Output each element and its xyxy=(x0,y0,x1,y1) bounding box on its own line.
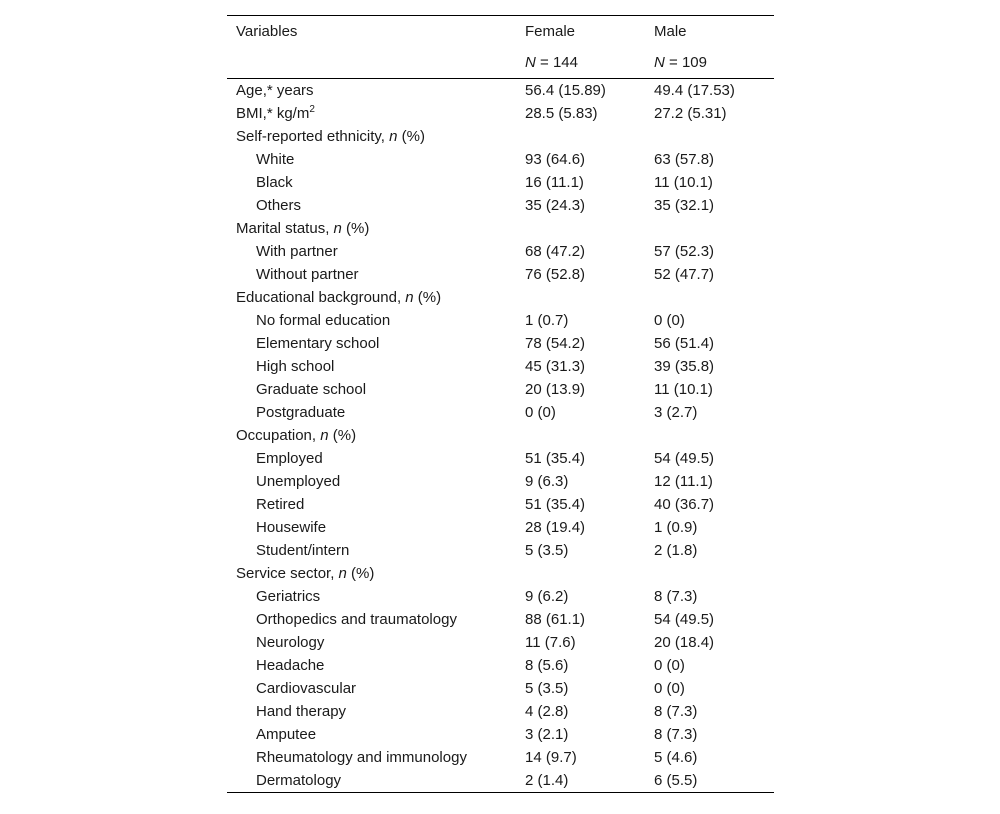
cell-empty xyxy=(516,286,645,309)
header-female: Female xyxy=(516,16,645,48)
cell-empty xyxy=(516,562,645,585)
table-row xyxy=(227,171,774,194)
section-label: Service sector, xyxy=(236,565,339,582)
cell-male: 5 (4.6) xyxy=(654,749,698,766)
table-row xyxy=(227,102,774,125)
cell-male: 39 (35.8) xyxy=(654,358,715,375)
row-label: Retired xyxy=(256,496,305,513)
cell-female: 8 (5.6) xyxy=(525,657,569,674)
cell-male: 1 (0.9) xyxy=(654,519,698,536)
section-education xyxy=(227,286,516,309)
table-row xyxy=(227,332,774,355)
row-label: Graduate school xyxy=(256,381,367,398)
cell-female: 1 (0.7) xyxy=(525,312,569,329)
cell-female: 5 (3.5) xyxy=(525,542,569,559)
male-n-symbol: N xyxy=(654,54,665,71)
cell-empty xyxy=(645,562,774,585)
section-suffix: (%) xyxy=(413,289,442,306)
table-row xyxy=(227,746,774,769)
table-row xyxy=(227,608,774,631)
row-label: Black xyxy=(256,174,293,191)
cell-female: 0 (0) xyxy=(525,404,556,421)
cell-male: 40 (36.7) xyxy=(654,496,715,513)
cell-female: 35 (24.3) xyxy=(525,197,586,214)
cell-female: 78 (54.2) xyxy=(525,335,586,352)
row-label: Geriatrics xyxy=(256,588,321,605)
cell-female: 2 (1.4) xyxy=(516,769,645,793)
row-label-age: Age,* years xyxy=(236,82,314,99)
table-row xyxy=(227,447,774,470)
table-row xyxy=(227,401,774,424)
cell-female: 5 (3.5) xyxy=(525,680,569,697)
section-header-row xyxy=(227,286,774,309)
table-row xyxy=(227,677,774,700)
section-ethnicity xyxy=(227,125,516,148)
cell-empty xyxy=(516,424,645,447)
demographics-table-container xyxy=(227,15,774,793)
female-n xyxy=(516,47,645,79)
table-row xyxy=(227,493,774,516)
row-label: Dermatology xyxy=(227,769,516,793)
cell-male: 11 (10.1) xyxy=(654,174,713,191)
table-row xyxy=(227,631,774,654)
row-label: White xyxy=(256,151,295,168)
cell-male: 49.4 (17.53) xyxy=(654,82,735,99)
cell-male: 20 (18.4) xyxy=(654,634,715,651)
row-label: Hand therapy xyxy=(256,703,347,720)
cell-female: 3 (2.1) xyxy=(525,726,569,743)
table-row xyxy=(227,194,774,217)
row-label: Headache xyxy=(256,657,325,674)
section-n: n xyxy=(333,220,342,237)
row-label: Rheumatology and immunology xyxy=(256,749,467,766)
cell-male: 52 (47.7) xyxy=(654,266,715,283)
table-row xyxy=(227,470,774,493)
cell-male: 57 (52.3) xyxy=(654,243,715,260)
section-suffix: (%) xyxy=(341,220,370,237)
row-label: Others xyxy=(256,197,302,214)
cell-male: 0 (0) xyxy=(654,680,685,697)
cell-female: 93 (64.6) xyxy=(525,151,586,168)
cell-male: 0 (0) xyxy=(654,657,685,674)
cell-male: 8 (7.3) xyxy=(654,726,698,743)
header-variables: Variables xyxy=(227,16,516,48)
table-row xyxy=(227,263,774,286)
male-n-value: = 109 xyxy=(664,54,707,71)
section-label: Marital status, xyxy=(236,220,334,237)
row-label: Postgraduate xyxy=(256,404,346,421)
cell-female: 14 (9.7) xyxy=(525,749,577,766)
cell-female: 56.4 (15.89) xyxy=(525,82,606,99)
female-n-symbol: N xyxy=(525,54,536,71)
table-row xyxy=(227,539,774,562)
table-row xyxy=(227,769,774,793)
row-label: Neurology xyxy=(256,634,325,651)
cell-male: 35 (32.1) xyxy=(654,197,715,214)
cell-female: 16 (11.1) xyxy=(525,174,584,191)
header-row xyxy=(227,16,774,48)
section-suffix: (%) xyxy=(328,427,357,444)
row-label-bmi xyxy=(227,102,516,125)
table-row xyxy=(227,240,774,263)
cell-female: 88 (61.1) xyxy=(525,611,586,628)
cell-female: 11 (7.6) xyxy=(525,634,576,651)
cell-male: 63 (57.8) xyxy=(654,151,715,168)
cell-male: 8 (7.3) xyxy=(654,588,698,605)
section-suffix: (%) xyxy=(397,128,425,145)
cell-male: 27.2 (5.31) xyxy=(654,105,727,122)
row-label: Orthopedics and traumatology xyxy=(256,611,457,628)
row-label: Student/intern xyxy=(256,542,350,559)
section-header-row xyxy=(227,424,774,447)
cell-male: 54 (49.5) xyxy=(654,611,715,628)
section-header-row xyxy=(227,125,774,148)
cell-empty xyxy=(645,125,774,148)
section-label: Educational background, xyxy=(236,289,406,306)
row-label: High school xyxy=(256,358,335,375)
section-label: Self-reported ethnicity, xyxy=(236,128,390,145)
section-occupation xyxy=(227,424,516,447)
cell-male: 0 (0) xyxy=(654,312,685,329)
row-label: No formal education xyxy=(256,312,391,329)
male-n xyxy=(645,47,774,79)
bmi-superscript: 2 xyxy=(309,104,315,115)
section-suffix: (%) xyxy=(346,565,375,582)
sample-size-empty xyxy=(227,47,516,79)
cell-female: 68 (47.2) xyxy=(525,243,586,260)
row-label: Elementary school xyxy=(256,335,380,352)
bmi-label-text: BMI,* kg/m xyxy=(236,105,310,122)
cell-female: 45 (31.3) xyxy=(525,358,586,375)
section-n: n xyxy=(338,565,347,582)
section-n: n xyxy=(405,289,414,306)
table-row xyxy=(227,723,774,746)
cell-male: 12 (11.1) xyxy=(654,473,713,490)
cell-male: 54 (49.5) xyxy=(654,450,715,467)
row-label: Unemployed xyxy=(256,473,341,490)
table-row xyxy=(227,585,774,608)
cell-female: 76 (52.8) xyxy=(525,266,586,283)
table-row xyxy=(227,309,774,332)
section-header-row xyxy=(227,562,774,585)
cell-female: 28.5 (5.83) xyxy=(525,105,598,122)
cell-female: 20 (13.9) xyxy=(525,381,586,398)
cell-female: 51 (35.4) xyxy=(525,450,586,467)
section-service-sector xyxy=(227,562,516,585)
row-label: Without partner xyxy=(256,266,359,283)
section-n: n xyxy=(320,427,329,444)
cell-male: 8 (7.3) xyxy=(654,703,698,720)
table-row xyxy=(227,148,774,171)
cell-male: 2 (1.8) xyxy=(654,542,698,559)
cell-female: 9 (6.2) xyxy=(525,588,569,605)
cell-empty xyxy=(645,424,774,447)
cell-female: 51 (35.4) xyxy=(525,496,586,513)
section-marital xyxy=(227,217,516,240)
cell-male: 3 (2.7) xyxy=(654,404,698,421)
demographics-table xyxy=(227,15,774,793)
cell-female: 9 (6.3) xyxy=(525,473,569,490)
section-header-row xyxy=(227,217,774,240)
row-label: Employed xyxy=(256,450,323,467)
cell-male: 11 (10.1) xyxy=(654,381,713,398)
cell-female: 4 (2.8) xyxy=(525,703,569,720)
table-row xyxy=(227,700,774,723)
table-row xyxy=(227,79,774,103)
sample-size-row xyxy=(227,47,774,79)
cell-empty xyxy=(645,286,774,309)
female-n-value: = 144 xyxy=(535,54,578,71)
cell-empty xyxy=(516,217,645,240)
cell-empty xyxy=(516,125,645,148)
row-label: Cardiovascular xyxy=(256,680,357,697)
row-label: With partner xyxy=(256,243,338,260)
header-male: Male xyxy=(645,16,774,48)
cell-empty xyxy=(645,217,774,240)
table-row xyxy=(227,378,774,401)
cell-male: 56 (51.4) xyxy=(654,335,715,352)
row-label: Housewife xyxy=(256,519,327,536)
row-label: Amputee xyxy=(256,726,317,743)
table-row xyxy=(227,654,774,677)
table-row xyxy=(227,355,774,378)
table-row xyxy=(227,516,774,539)
cell-female: 28 (19.4) xyxy=(525,519,586,536)
section-label: Occupation, xyxy=(236,427,321,444)
section-n: n xyxy=(389,128,398,145)
cell-male: 6 (5.5) xyxy=(645,769,774,793)
